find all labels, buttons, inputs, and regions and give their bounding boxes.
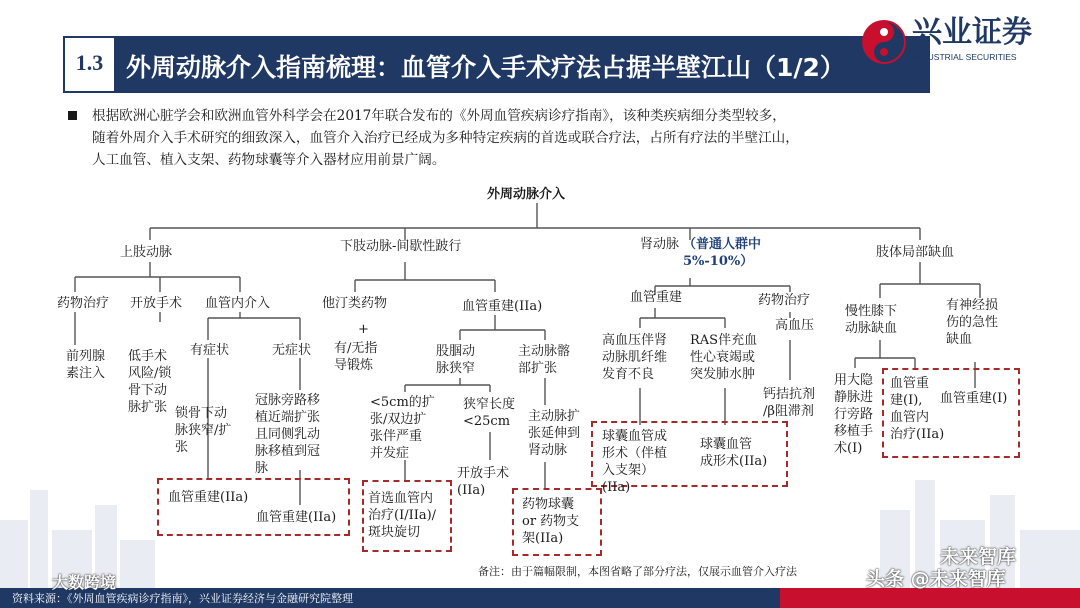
figure-note: 备注：由于篇幅限制，本图省略了部分疗法，仅展示血管介入疗法 [478, 565, 797, 578]
node-upper-drug: 药物治疗 [57, 296, 110, 311]
watermark-right-top: 未来智库 [940, 546, 1017, 568]
node-renal-htn-child: 钙拮抗剂 /β阻滞剂 [763, 387, 816, 419]
logo-name-en: INDUSTRIAL SECURITIES [913, 52, 1017, 62]
node-limb-chronic-child: 用大隐 静脉进 行旁路 移植手 术(I) [834, 373, 874, 456]
node-limb-chronic-child2: 血管重 建(I), 血管内 治疗(IIa) [890, 376, 945, 442]
footer-accent [780, 588, 1080, 608]
node-lower-rev: 血管重建(IIa) [462, 299, 543, 314]
node-upper-sym: 有症状 [190, 343, 230, 358]
node-upper-limb: 上肢动脉 [120, 245, 173, 260]
highlight-box-upper [157, 478, 350, 536]
page-title: 外周动脉介入指南梳理：血管介入手术疗法占据半壁江山（1/2） [126, 53, 845, 82]
node-lower-plus: + [358, 322, 369, 337]
source-note: 资料来源：《外周血管疾病诊疗指南》，兴业证券经济与金融研究院整理 [12, 592, 353, 605]
node-upper-drug-child: 前列腺 素注入 [66, 349, 106, 381]
node-renal-fmd: 高血压伴肾 动脉肌纤维 发育不良 [602, 333, 668, 382]
node-renal-rev: 血管重建 [630, 290, 683, 305]
node-upper-open: 开放手术 [130, 296, 183, 311]
logo-name-cn: 兴业证券 [912, 15, 1032, 50]
node-renal-ras: RAS伴充血 性心衰竭或 突发肺水肿 [690, 333, 758, 382]
section-number: 1.3 [75, 50, 104, 75]
node-lower-aorto-child: 主动脉扩 张延伸到 肾动脉 [528, 409, 581, 458]
node-lower-lt25: 狭窄长度 <25cm [463, 397, 516, 429]
node-limb-chronic: 慢性膝下 动脉缺血 [845, 304, 898, 336]
node-upper-intra: 血管内介入 [205, 296, 271, 311]
node-lower-exercise: 有/无指 导锻炼 [334, 341, 378, 373]
intro-line: 人工血管、植入支架、药物球囊等介入器材应用前景广阔。 [92, 152, 446, 168]
intro-line: 根据欧洲心脏学会和欧洲血管外科学会在2017年联合发布的《外周血管疾病诊疗指南》，该种类疾病细分类型较多， [92, 108, 786, 124]
node-lower-statin: 他汀类药物 [322, 296, 388, 311]
node-lower-lt25-child: 开放手术 (IIa) [457, 466, 510, 498]
node-renal-drug: 药物治疗 [758, 293, 811, 308]
node-lower-aorto-grand: 药物球囊 or 药物支 架(IIa) [522, 497, 580, 546]
tree-root: 外周动脉介入 [487, 187, 566, 202]
node-upper-asym: 无症状 [272, 343, 312, 358]
node-lower-gt5: <5cm的扩 张/双边扩 张伴严重 并发症 [370, 395, 435, 461]
node-renal-fmd-child: 球囊血管成 形术（伴植 入支架） (IIa) [602, 429, 668, 495]
node-upper-rev1: 血管重建(IIa) [168, 490, 249, 505]
node-limb-acute: 有神经损 伤的急性 缺血 [946, 298, 999, 347]
node-renal: 肾动脉 [640, 237, 680, 252]
node-lower-femoral: 股腘动 脉狭窄 [436, 344, 476, 376]
intro-line: 随着外周介入手术研究的细致深入，血管介入治疗已经成为多种特定疾病的首选或联合疗法，占所有疗法的半壁江山， [92, 130, 799, 146]
node-lower-aortoiliac: 主动脉髂 部扩张 [518, 344, 571, 376]
node-lower-gt5-child: 首选血管内 治疗(I/IIa)/ 斑块旋切 [368, 491, 437, 540]
node-renal-ras-child: 球囊血管 成形术(IIa) [700, 437, 768, 469]
node-upper-asym-child: 冠脉旁路移 植近端扩张 且同侧乳动 脉移植到冠 脉 [255, 393, 321, 476]
node-upper-rev2: 血管重建(IIa) [256, 510, 337, 525]
node-limb-ischemia: 肢体局部缺血 [876, 245, 955, 260]
node-renal-note: （普通人群中 5%-10%） [683, 237, 762, 269]
node-upper-sym-child: 锁骨下动 脉狭窄/扩 张 [175, 406, 232, 455]
watermark-left: 大数跨境 [52, 573, 117, 592]
node-renal-htn: 高血压 [775, 318, 815, 333]
node-upper-open-child: 低手术 风险/锁 骨下动 脉扩张 [128, 349, 172, 415]
node-lower-limb: 下肢动脉-间歇性跛行 [340, 239, 462, 254]
watermark-right-bottom: 头条 @未来智库 [866, 568, 1006, 590]
node-limb-acute-child: 血管重建(I) [940, 391, 1008, 406]
